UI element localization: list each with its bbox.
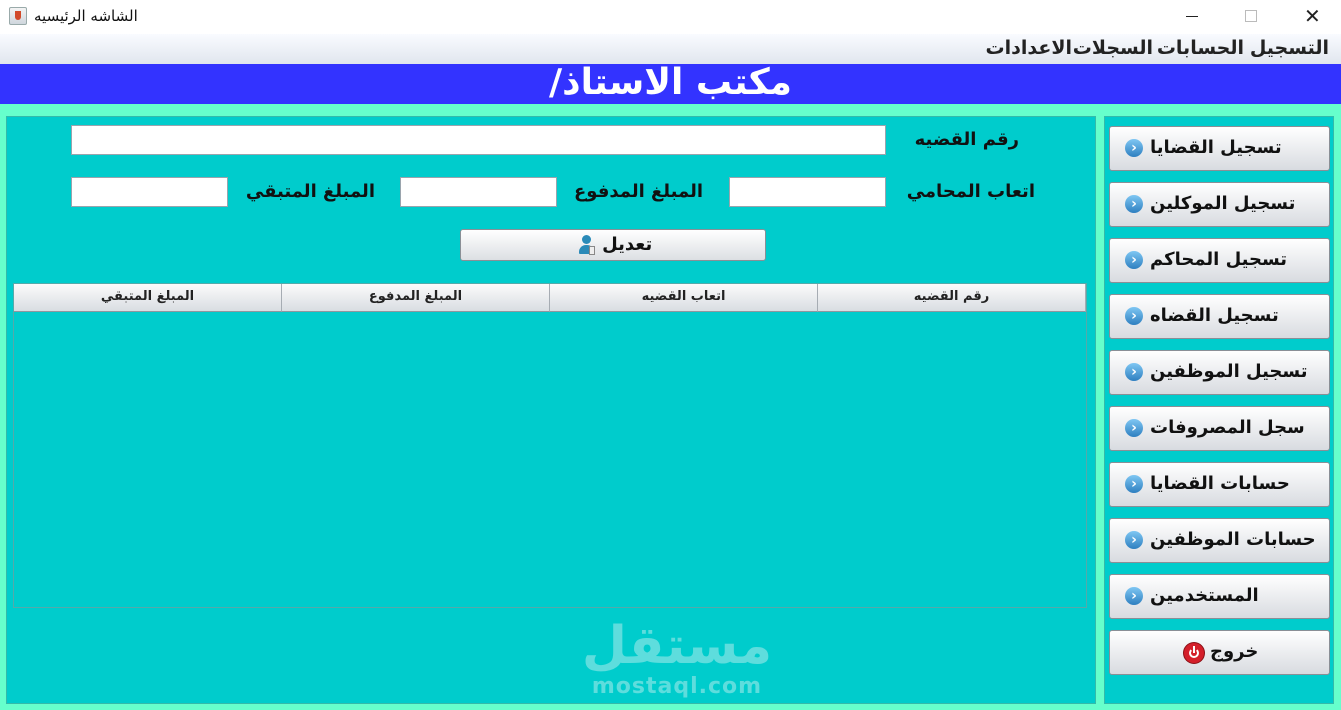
- chevron-right-icon: ›: [1125, 363, 1143, 381]
- menu-bar: [0, 34, 1341, 64]
- paid-amount-label: المبلغ المدفوع: [573, 181, 703, 202]
- chevron-right-icon: ›: [1125, 307, 1143, 325]
- remaining-amount-input[interactable]: [71, 177, 228, 207]
- edit-button-label: تعديل: [602, 234, 653, 255]
- nav-label: حسابات الموظفين: [1150, 529, 1316, 550]
- nav-employee-accounts-button[interactable]: [1109, 518, 1330, 563]
- chevron-right-icon: ›: [1125, 251, 1143, 269]
- nav-register-judges-button[interactable]: [1109, 294, 1330, 339]
- table-header: [14, 284, 1086, 312]
- exit-button[interactable]: [1109, 630, 1330, 675]
- exit-label: خروج: [1210, 641, 1259, 662]
- nav-label: تسجيل القضاه: [1150, 305, 1279, 326]
- header-banner: [0, 64, 1341, 104]
- office-title: مكتب الاستاذ/: [549, 62, 792, 103]
- window-title-bar: [0, 0, 1341, 34]
- close-icon: ✕: [1304, 4, 1321, 28]
- nav-register-cases-button[interactable]: [1109, 126, 1330, 171]
- column-header-case-number[interactable]: رقم القضيه: [818, 284, 1086, 312]
- nav-label: تسجيل الموكلين: [1150, 193, 1296, 214]
- side-navigation: [1104, 116, 1334, 704]
- column-header-case-fees[interactable]: اتعاب القضيه: [550, 284, 818, 312]
- nav-case-accounts-button[interactable]: [1109, 462, 1330, 507]
- power-icon: [1184, 643, 1204, 663]
- chevron-right-icon: ›: [1125, 195, 1143, 213]
- maximize-icon: [1245, 10, 1257, 22]
- chevron-right-icon: ›: [1125, 531, 1143, 549]
- menu-registration[interactable]: التسجيل: [1249, 37, 1329, 59]
- nav-label: المستخدمين: [1150, 585, 1259, 606]
- menu-records[interactable]: السجلات: [1072, 37, 1153, 59]
- cases-table[interactable]: [13, 283, 1087, 608]
- lawyer-fees-input[interactable]: [729, 177, 886, 207]
- content-frame: [0, 104, 1341, 710]
- minimize-icon: [1186, 16, 1198, 17]
- nav-label: تسجيل المحاكم: [1150, 249, 1288, 270]
- nav-label: تسجيل القضايا: [1150, 137, 1282, 158]
- nav-users-button[interactable]: [1109, 574, 1330, 619]
- chevron-right-icon: ›: [1125, 475, 1143, 493]
- java-app-icon: [9, 7, 27, 25]
- nav-label: حسابات القضايا: [1150, 473, 1290, 494]
- menu-accounts[interactable]: الحسابات: [1156, 37, 1244, 59]
- watermark-arabic: مستقل: [581, 616, 773, 676]
- minimize-button[interactable]: [1162, 0, 1222, 34]
- user-edit-icon: [578, 234, 596, 256]
- remaining-amount-label: المبلغ المتبقي: [245, 181, 375, 202]
- watermark-latin: mostaql.com: [591, 674, 763, 699]
- nav-register-courts-button[interactable]: [1109, 238, 1330, 283]
- edit-button[interactable]: [460, 229, 766, 261]
- chevron-right-icon: ›: [1125, 139, 1143, 157]
- case-number-label: رقم القضيه: [914, 129, 1019, 150]
- nav-label: سجل المصروفات: [1150, 417, 1305, 438]
- maximize-button[interactable]: [1220, 0, 1280, 34]
- nav-register-clients-button[interactable]: [1109, 182, 1330, 227]
- column-header-remaining-amount[interactable]: المبلغ المتبقي: [14, 284, 282, 312]
- paid-amount-input[interactable]: [400, 177, 557, 207]
- window-title: الشاشه الرئيسيه: [34, 7, 138, 25]
- nav-register-employees-button[interactable]: [1109, 350, 1330, 395]
- mostaql-watermark: [562, 617, 792, 699]
- chevron-right-icon: ›: [1125, 587, 1143, 605]
- menu-settings[interactable]: الاعدادات: [985, 37, 1072, 59]
- close-button[interactable]: [1280, 0, 1340, 34]
- column-header-paid-amount[interactable]: المبلغ المدفوع: [282, 284, 550, 312]
- nav-expenses-record-button[interactable]: [1109, 406, 1330, 451]
- case-number-input[interactable]: [71, 125, 886, 155]
- nav-label: تسجيل الموظفين: [1150, 361, 1308, 382]
- lawyer-fees-label: اتعاب المحامي: [906, 181, 1035, 202]
- main-panel: [6, 116, 1096, 704]
- chevron-right-icon: ›: [1125, 419, 1143, 437]
